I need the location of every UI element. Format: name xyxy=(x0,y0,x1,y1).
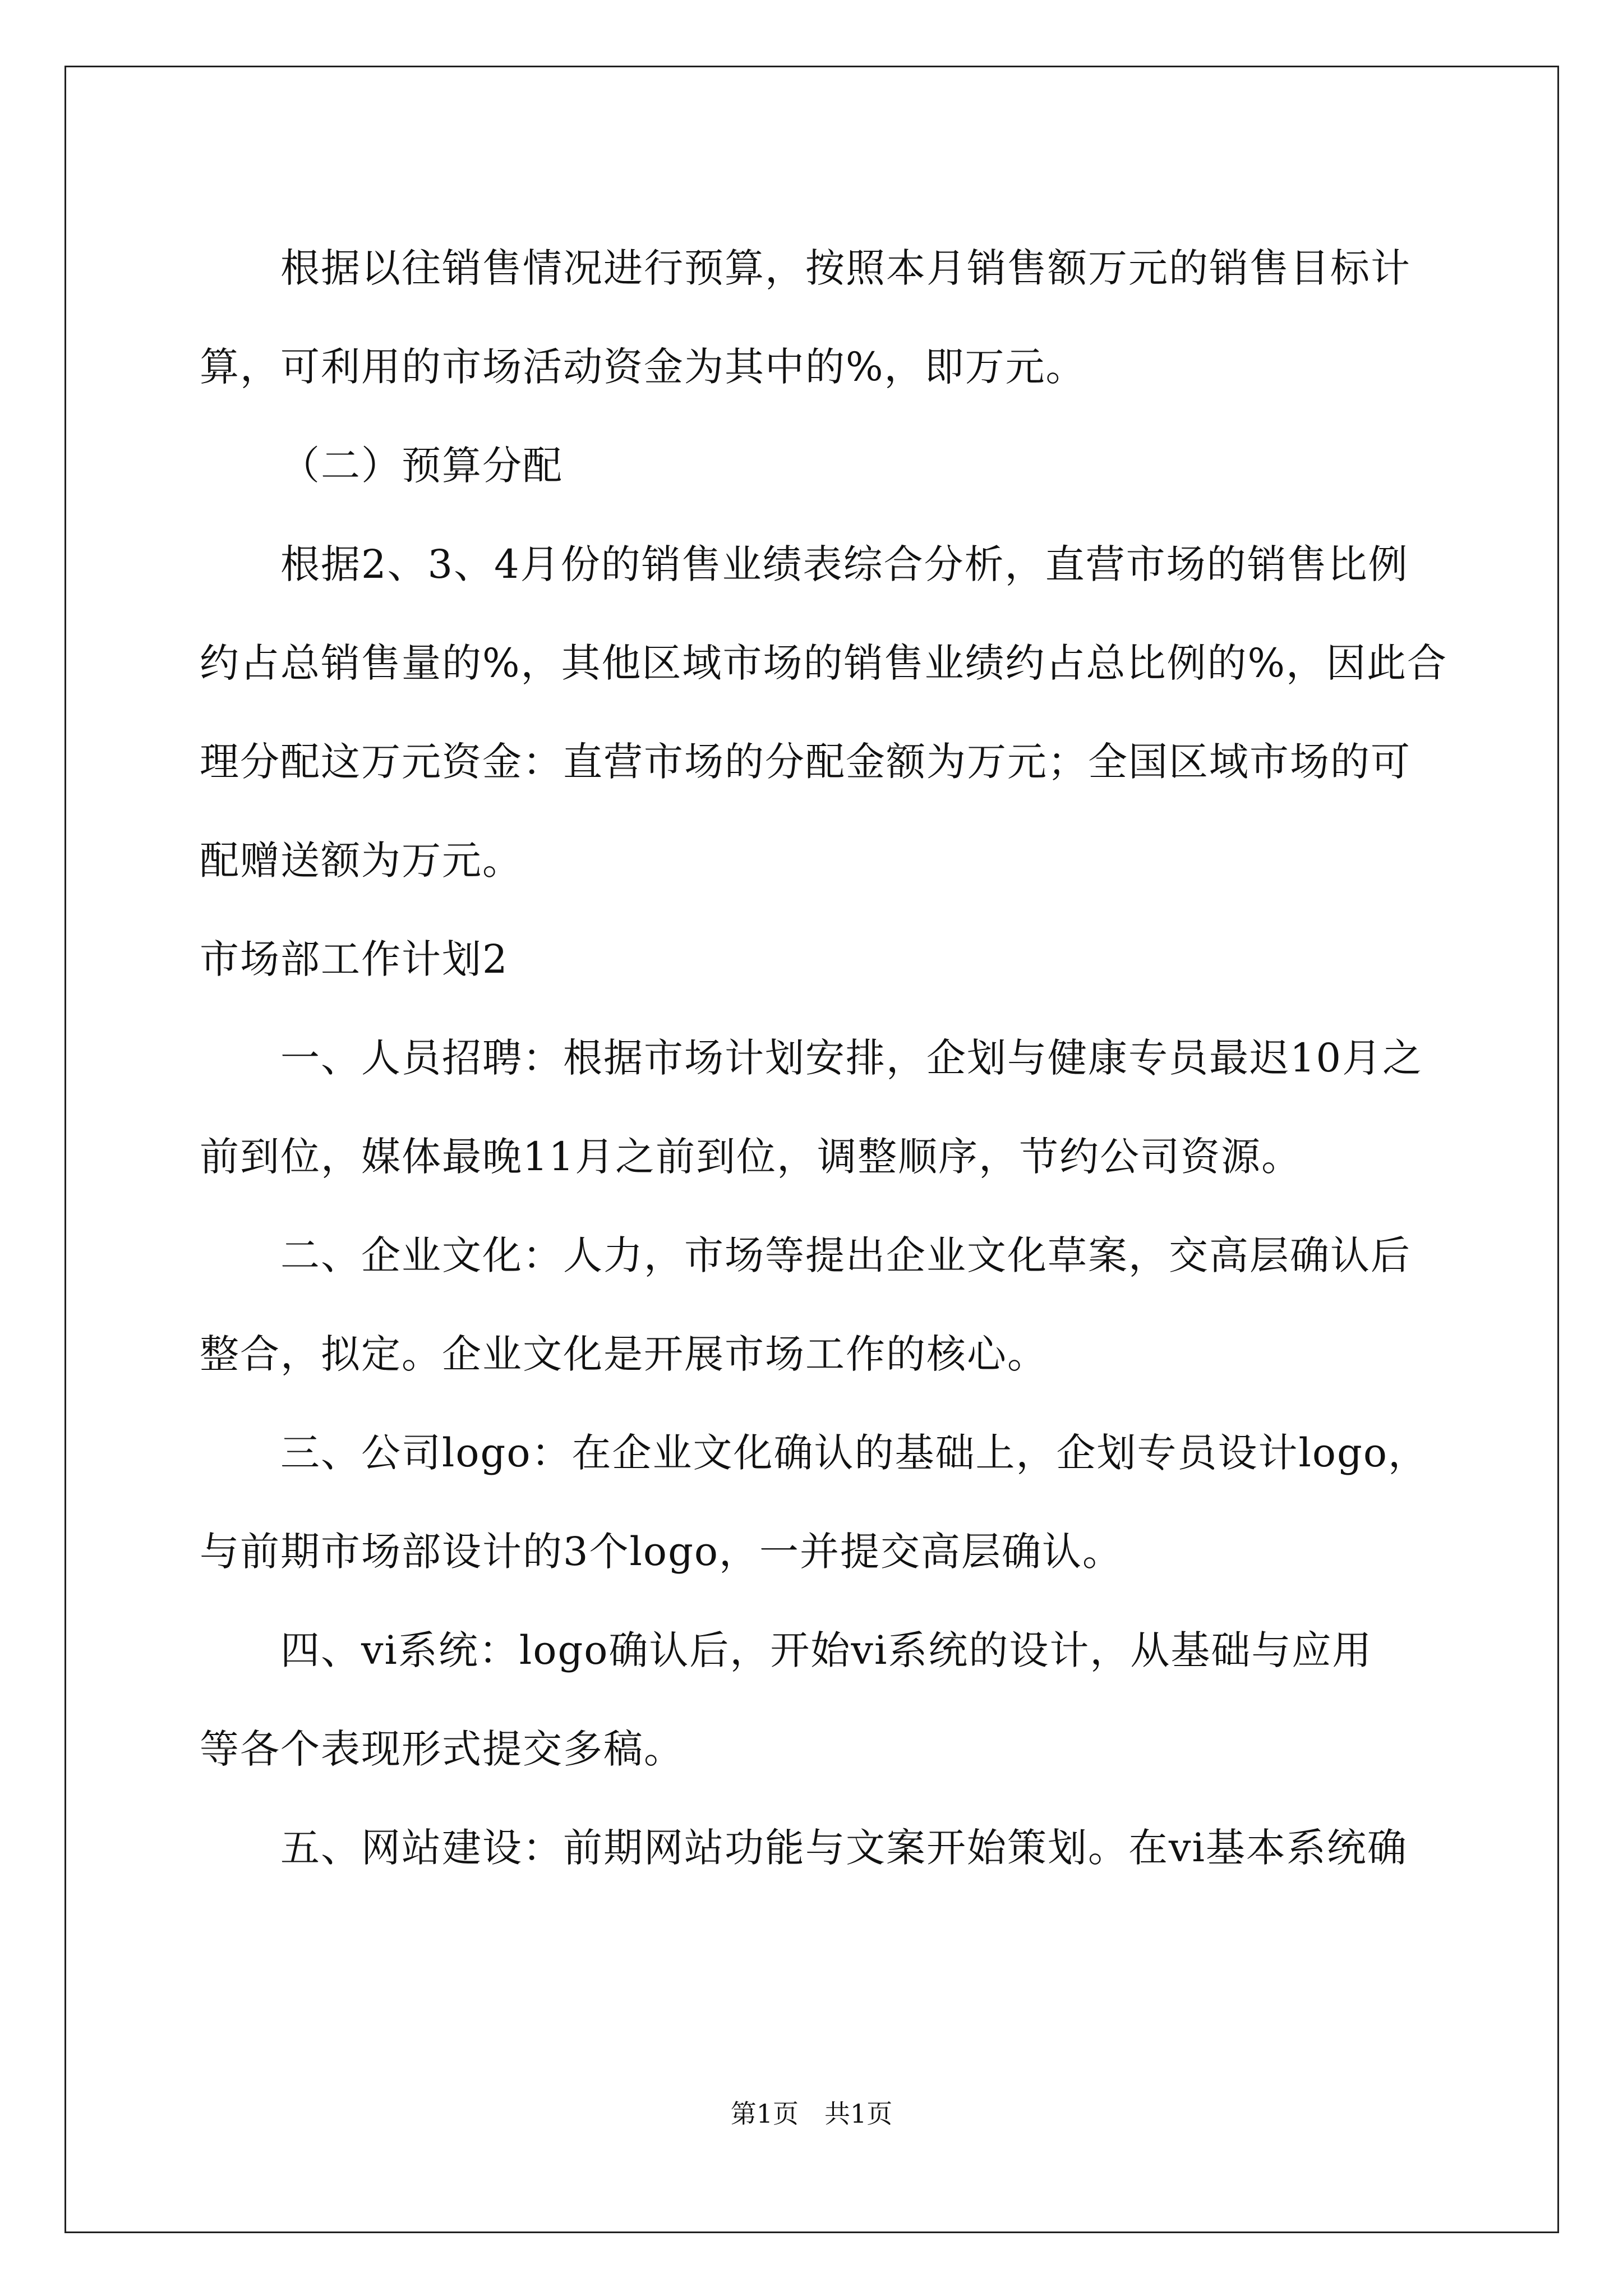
document-body xyxy=(200,219,1448,1897)
paragraph-line: 根据2、3、4月份的销售业绩表综合分析，直营市场的销售比例 xyxy=(280,541,1409,587)
paragraph-line: 等各个表现形式提交多稿。 xyxy=(200,1726,684,1772)
paragraph-line: 三、公司logo：在企业文化确认的基础上，企划专员设计logo， xyxy=(280,1430,1428,1476)
paragraph-line: 整合，拟定。企业文化是开展市场工作的核心。 xyxy=(200,1331,1048,1377)
paragraph-line: 二、企业文化：人力，市场等提出企业文化草案，交高层确认后 xyxy=(280,1232,1411,1278)
paragraph-line: 约占总销售量的%，其他区域市场的销售业绩约占总比例的%，因此合 xyxy=(200,640,1448,686)
paragraph-line: 与前期市场部设计的3个logo，一并提交高层确认。 xyxy=(200,1529,1123,1575)
paragraph-line: 配赠送额为万元。 xyxy=(200,838,523,884)
page-footer: 第1页 共1页 xyxy=(730,2099,893,2129)
document-title: 市场部工作计划2 xyxy=(200,936,509,982)
paragraph-line: 算，可利用的市场活动资金为其中的%，即万元。 xyxy=(200,344,1086,390)
paragraph-line: 一、人员招聘：根据市场计划安排，企划与健康专员最迟10月之 xyxy=(280,1035,1423,1081)
paragraph-line: 理分配这万元资金：直营市场的分配金额为万元；全国区域市场的可 xyxy=(200,739,1411,785)
paragraph-line: 根据以往销售情况进行预算，按照本月销售额万元的销售目标计 xyxy=(280,245,1411,291)
paragraph-line: 前到位，媒体最晚11月之前到位，调整顺序，节约公司资源。 xyxy=(200,1134,1302,1180)
section-heading: （二）预算分配 xyxy=(280,443,563,489)
paragraph-line: 五、网站建设：前期网站功能与文案开始策划。在vi基本系统确 xyxy=(280,1825,1408,1871)
paragraph-line: 四、vi系统：logo确认后，开始vi系统的设计，从基础与应用 xyxy=(280,1627,1373,1673)
